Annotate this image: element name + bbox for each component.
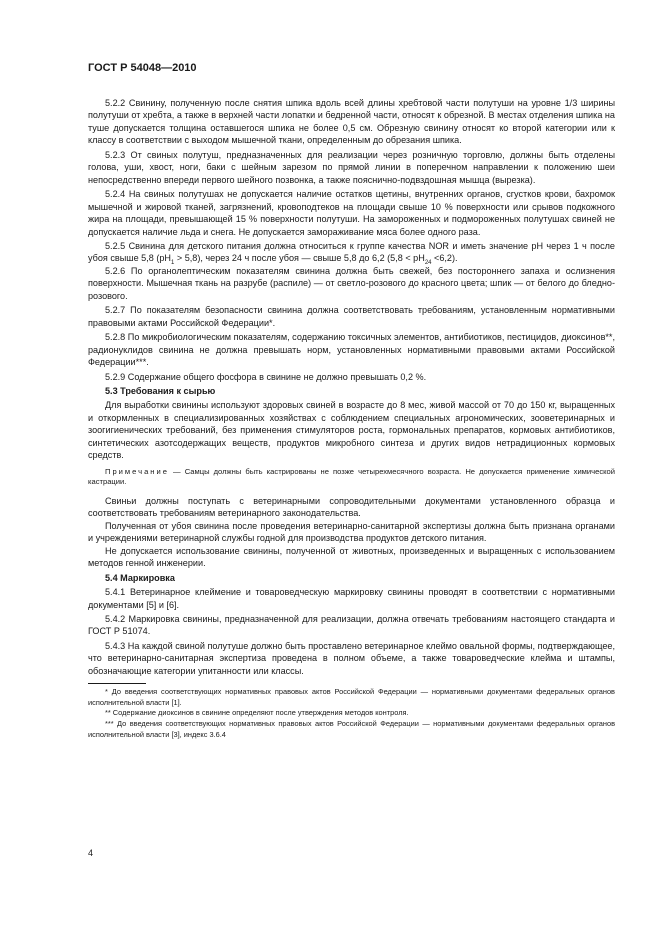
section-heading-5-4: 5.4 Маркировка (105, 572, 175, 583)
paragraph-5-3-gmo: Не допускается использование свинины, полученной от животных, произведенных и выращенных с использованием методов генной инженерии. (88, 545, 615, 569)
document-body (88, 97, 615, 740)
paragraph-5-2-3: 5.2.3 От свиных полутуш, предназначенных для реализации через розничную торговлю, должны быть отделены голова, уши, хвост, ноги, баки с шейным зарезом по прямой линии в поперечном направлении к положению шеи непосредственно впереди первого шейного позвонка, а также пояснично-подвздошная мышца (вырезка). (88, 149, 615, 185)
paragraph-5-4-1: 5.4.1 Ветеринарное клеймение и товароведческую маркировку свинины проводят в соответствии с нормативными документами [5] и [6]. (88, 587, 615, 610)
note-text: — Самцы должны быть кастрированы не позже четырехмесячного возраста. Не допускается применение химической кастрации. (88, 466, 615, 487)
paragraph-5-3-documents: Свиньи должны поступать с ветеринарными сопроводительными документами установленного образца и соответствовать требованиям ветеринарного законодательства. (88, 495, 615, 519)
paragraph-5-3-vet-approval: Полученная от убоя свинина после проведения ветеринарно-санитарной экспертизы должна быть признана органами и учреждениями ветеринарной службы годной для производства продуктов детского питания. (88, 520, 615, 544)
section-heading-5-3: 5.3 Требования к сырью (105, 385, 216, 396)
note-label: Примечание (105, 466, 169, 476)
ph-subscript-1: 1 (170, 260, 175, 267)
footnote-3: *** До введения соответствующих нормативных правовых актов Российской Федерации — нормативными документами федеральных органов исполнительной власти [3], индекс 3.6.4 (88, 719, 615, 739)
paragraph-5-2-9: 5.2.9 Содержание общего фосфора в свинине не должно превышать 0,2 %. (105, 371, 427, 382)
paragraph-5-2-5-part-a: 5.2.5 Свинина для детского питания должна относиться к группе качества NOR и иметь значение pH через 1 ч после убоя свыше 5,8 (pH (88, 240, 615, 264)
note (88, 467, 615, 488)
page-number: 4 (88, 848, 94, 858)
document-header: ГОСТ Р 54048—2010 (88, 62, 197, 74)
paragraph-5-2-5-part-b: > 5,8), через 24 ч после убоя — свыше 5,8 до 6,2 (5,8 < pH (174, 253, 425, 264)
paragraph-5-2-2: 5.2.2 Свинину, полученную после снятия шпика вдоль всей длины хребтовой части полутуши на уровне 1/3 ширины полутуши от хребта, а также в верхней части лопатки и бедренной части, относят к обрезной. В местах отделения шпика на туше допускается толщина оставшегося шпика не более 0,5 см. Обрезную свинину относят ко второй категории или к классу в соответствии с выходом мышечной ткани, определенным до обрезания шпика. (88, 98, 615, 146)
paragraph-5-4-2: 5.4.2 Маркировка свинины, предназначенной для реализации, должна отвечать требованиям настоящего стандарта и ГОСТ Р 51074. (88, 613, 615, 637)
footnote-2: ** Содержание диоксинов в свинине определяют после утверждения методов контроля. (105, 708, 409, 718)
ph-subscript-24: 24 (424, 260, 432, 267)
paragraph-5-2-5-part-c: <6,2). (431, 253, 458, 264)
paragraph-5-2-5 (88, 240, 615, 265)
paragraph-5-2-7: 5.2.7 По показателям безопасности свинина должна соответствовать требованиям, установленным нормативными правовыми актами Российской Федерации*. (88, 305, 615, 328)
footnote-1: * До введения соответствующих нормативных правовых актов Российской Федерации — нормативными документами федеральных органов исполнительной власти [1]. (88, 687, 615, 707)
paragraph-5-4-3: 5.4.3 На каждой свиной полутуше должно быть проставлено ветеринарное клеймо овальной формы, подтверждающее, что ветеринарно-санитарная экспертиза проведена в полном объеме, а также товароведческие клейма и штампы, обозначающие категории упитанности или классы. (88, 640, 615, 676)
paragraph-5-2-8: 5.2.8 По микробиологическим показателям, содержанию токсичных элементов, антибиотиков, пестицидов, диоксинов**, радионуклидов свинина не должна превышать норм, установленных нормативными правовыми актами Российской Федерации***. (88, 332, 615, 368)
paragraph-5-2-4: 5.2.4 На свиных полутушах не допускается наличие остатков щетины, внутренних органов, сгустков крови, бахромок мышечной и жировой тканей, загрязнений, кровоподтеков на площади свыше 10 % поверхности или срывов подкожного жира на площади, превышающей 15 % поверхности полутуши. На замороженных и подмороженных полутушах свиней не допускается наличие льда и снега. Не допускается замораживание мяса более одного раза. (88, 189, 615, 237)
paragraph-5-3-raw-materials: Для выработки свинины используют здоровых свиней в возрасте до 8 мес, живой массой от 70 до 150 кг, выращенных и откормленных в специализированных хозяйствах с соблюдением специальных агрономических, зооветеринарных и зоогигиенических требований, без применения стимуляторов роста, гормональных препаратов, кормовых антибиотиков, синтетических азотсодержащих веществ, продуктов микробного синтеза и других видов нетрадиционных кормовых средств. (88, 400, 615, 461)
footnote-separator (88, 683, 146, 684)
paragraph-5-2-6: 5.2.6 По органолептическим показателям свинина должна быть свежей, без постороннего запаха и ослизнения поверхности. Мышечная ткань на разрубе (распиле) — от светло-розового до красного цвета; шпик — от белого до бледно-розового. (88, 265, 615, 301)
